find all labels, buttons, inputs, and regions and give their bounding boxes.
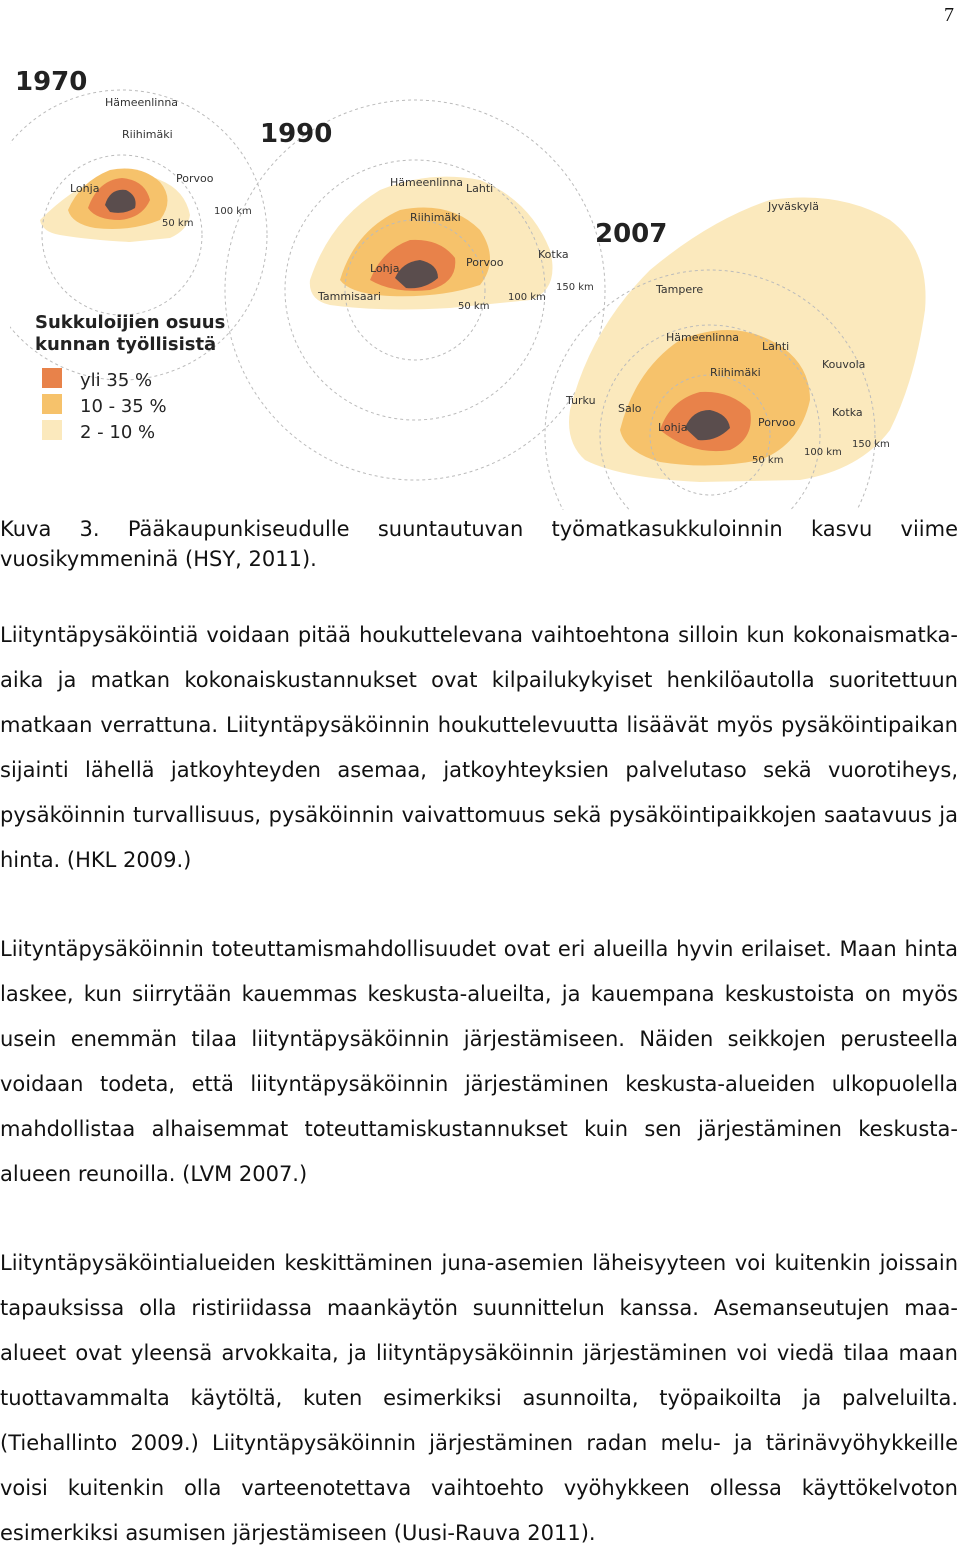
map-2007-distance: 50 km <box>752 455 784 466</box>
paragraph: Liityntäpysäköintiä voidaan pitää houkuttelevana vaihtoehtona silloin kun kokonaismatka-aika ja matkan kokonaiskustannukset ovat kilpailukykyiset henkilöautolla suoritettuun matkaan verrattuna. Liityntäpysäköinnin houkuttelevuutta lisäävät myös pysäköintipaikan sijainti lähellä jatkoyhteyden asemaa, jatkoyhteyksien palvelutaso sekä vuorotiheys, pysäköinnin turvallisuus, pysäköinnin vaivattomuus sekä pysäköintipaikkojen saatavuus ja hinta. (HKL 2009.) <box>0 623 958 872</box>
map-2007-distance: 100 km <box>804 447 842 458</box>
map-1990-place: Tammisaari <box>318 290 381 303</box>
map-legend <box>35 312 225 443</box>
map-2007-place: Lahti <box>762 340 790 353</box>
map-1990-place: Kotka <box>538 248 569 261</box>
map-2007-place: Kouvola <box>822 358 866 371</box>
map-1970-place: Riihimäki <box>122 128 173 141</box>
map-1990-place: Lahti <box>466 182 494 195</box>
map-2007-place: Porvoo <box>758 416 796 429</box>
map-1970-place: Porvoo <box>176 172 214 185</box>
map-2007-place: Lohja <box>658 421 688 434</box>
legend-label: 2 - 10 % <box>80 422 156 443</box>
legend-label: 10 - 35 % <box>80 396 167 417</box>
map-1970-year: 1970 <box>15 67 88 97</box>
map-1990-year: 1990 <box>260 119 333 149</box>
map-1990-distance: 100 km <box>508 292 546 303</box>
legend-swatch <box>42 368 62 388</box>
map-1990-place: Riihimäki <box>410 211 461 224</box>
legend-title-line1: Sukkuloijien osuus <box>35 312 226 333</box>
paragraph: Liityntäpysäköinnin toteuttamismahdollisuudet ovat eri alueilla hyvin erilaiset. Maan hinta laskee, kun siirrytään kauemmas keskusta-alueilta, ja kauempana keskustoista on myös usein enemmän tilaa liityntäpysäköinnin järjestämiseen. Näiden seikkojen perusteella voidaan todeta, että liityntäpysäköinnin järjestäminen keskusta-alueiden ulkopuolella mahdollistaa alhaisemmat toteuttamiskustannukset kuin sen järjestäminen keskusta-alueen reunoilla. (LVM 2007.) <box>0 937 958 1186</box>
map-2007-place: Salo <box>618 402 642 415</box>
map-2007 <box>545 198 926 511</box>
map-1970-place: Lohja <box>70 182 100 195</box>
map-2007-place: Tampere <box>656 283 704 296</box>
map-2007-place: Turku <box>566 394 596 407</box>
legend-swatch <box>42 394 62 414</box>
commuting-maps-figure <box>10 50 940 510</box>
map-2007-distance: 150 km <box>852 439 890 450</box>
paragraph: Liityntäpysäköintialueiden keskittäminen juna-asemien läheisyyteen voi kuitenkin joissain tapauksissa olla ristiriidassa maankäytön suunnittelun kanssa. Asemanseutujen maa-alueet ovat yleensä arvokkaita, ja liityntäpysäköinnin järjestäminen voi viedä tilaa maan tuottavammalta käytöltä, kuten esimerkiksi asunnoilta, työpaikoilta ja palveluilta. (Tiehallinto 2009.) Liityntäpysäköinnin järjestäminen radan melu- ja tärinävyöhykkeille voisi kuitenkin olla varteenotettava vaihtoehto vyöhykkeen ollessa käyttökelvoton esimerkiksi asumisen järjestämiseen (Uusi-Rauva 2011). <box>0 1251 958 1545</box>
map-2007-place: Hämeenlinna <box>666 331 740 344</box>
map-2007-year: 2007 <box>595 219 668 249</box>
figure-caption: Kuva 3. Pääkaupunkiseudulle suuntautuvan työmatkasukkuloinnin kasvu viime vuosikymmeninä (HSY, 2011). <box>0 517 958 571</box>
legend-title-line2: kunnan työllisistä <box>35 334 217 355</box>
map-1990-place: Porvoo <box>466 256 504 269</box>
map-2007-place: Kotka <box>832 406 863 419</box>
legend-label: yli 35 % <box>80 370 153 391</box>
map-1970-distance: 50 km <box>162 218 194 229</box>
map-1990-place: Lohja <box>370 262 400 275</box>
map-1990-distance: 50 km <box>458 301 490 312</box>
map-2007-place: Jyväskylä <box>768 200 820 213</box>
commuting-maps-image <box>10 50 940 510</box>
page-number: 7 <box>944 4 954 26</box>
map-1990 <box>225 100 605 480</box>
map-1990-distance: 150 km <box>556 282 594 293</box>
map-1970-distance: 100 km <box>214 206 252 217</box>
map-1990-place: Hämeenlinna <box>390 176 464 189</box>
map-2007-place: Riihimäki <box>710 366 761 379</box>
map-1970-place: Hämeenlinna <box>105 96 179 109</box>
legend-swatch <box>42 420 62 440</box>
